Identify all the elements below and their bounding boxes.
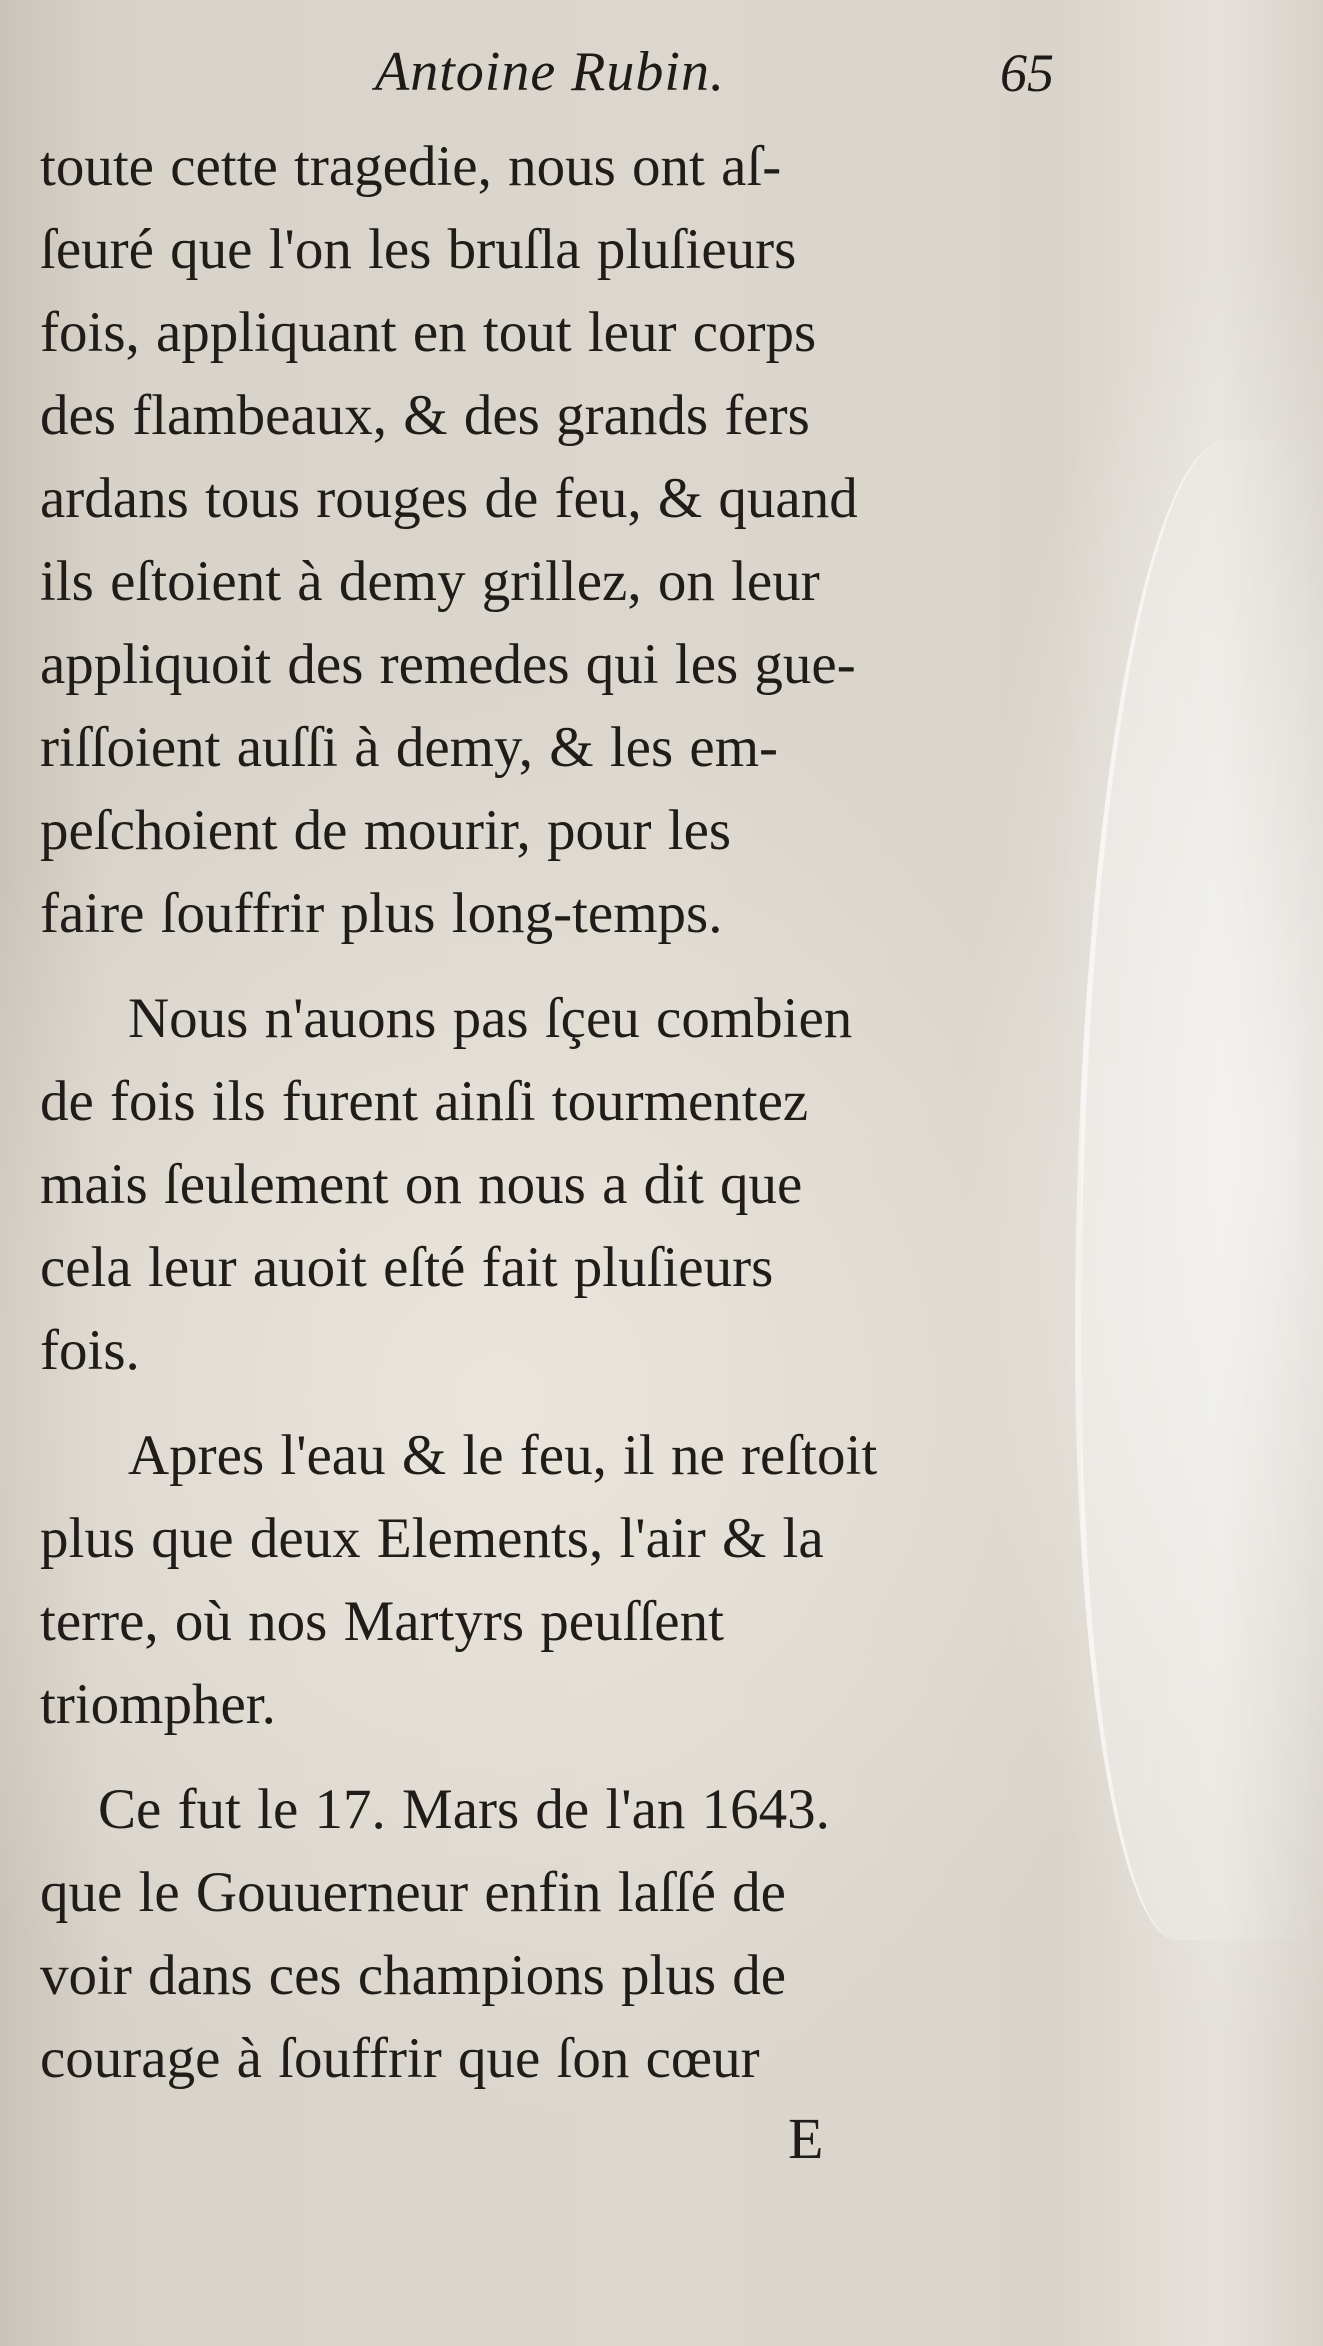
text-line: toute cette tragedie, nous ont aſ- [40, 135, 782, 198]
paragraph-3 [40, 1414, 1065, 1746]
text-line: courage à ſouffrir que ſon cœur [40, 2027, 760, 2090]
text-line: cela leur auoit eſté fait pluſieurs [40, 1236, 774, 1299]
text-line: Apres l'eau & le feu, il ne reſtoit [128, 1424, 878, 1487]
text-line: fois. [40, 1319, 140, 1382]
paragraph-gap [40, 1392, 1065, 1414]
text-line: terre, où nos Martyrs peuſſent [40, 1590, 724, 1653]
text-line: peſchoient de mourir, pour les [40, 799, 732, 862]
text-line: ils eſtoient à demy grillez, on leur [40, 550, 820, 613]
paragraph-4 [40, 1768, 1065, 2100]
page-number: 65 [1000, 43, 1054, 103]
text-line: que le Gouuerneur enfin laſſé de [40, 1861, 786, 1924]
text-line: Nous n'auons pas ſçeu combien [128, 987, 853, 1050]
paragraph-2 [40, 977, 1065, 1392]
page-header [0, 40, 1323, 120]
paragraph-gap [40, 1746, 1065, 1768]
text-line: ardans tous rouges de feu, & quand [40, 467, 858, 530]
signature-mark: E [788, 2106, 824, 2171]
text-line: des flambeaux, & des grands fers [40, 384, 810, 447]
text-line: de fois ils furent ainſi tourmentez [40, 1070, 809, 1133]
text-line: triompher. [40, 1673, 276, 1736]
text-line: fois, appliquant en tout leur corps [40, 301, 817, 364]
body-text [40, 125, 1065, 2100]
text-line: appliquoit des remedes qui les gue- [40, 633, 856, 696]
text-line: ſeuré que l'on les bruſla pluſieurs [40, 218, 797, 281]
paper-fold-shadow [1075, 440, 1323, 1940]
text-line: mais ſeulement on nous a dit que [40, 1153, 803, 1216]
text-line: riſſoient auſſi à demy, & les em- [40, 716, 779, 779]
paragraph-1 [40, 125, 1065, 955]
text-line: voir dans ces champions plus de [40, 1944, 787, 2007]
text-line: plus que deux Elements, l'air & la [40, 1507, 824, 1570]
paragraph-gap [40, 955, 1065, 977]
running-head: Antoine Rubin. [375, 41, 725, 103]
text-line: faire ſouffrir plus long-temps. [40, 882, 723, 945]
text-line: Ce fut le 17. Mars de l'an 1643. [98, 1778, 830, 1841]
